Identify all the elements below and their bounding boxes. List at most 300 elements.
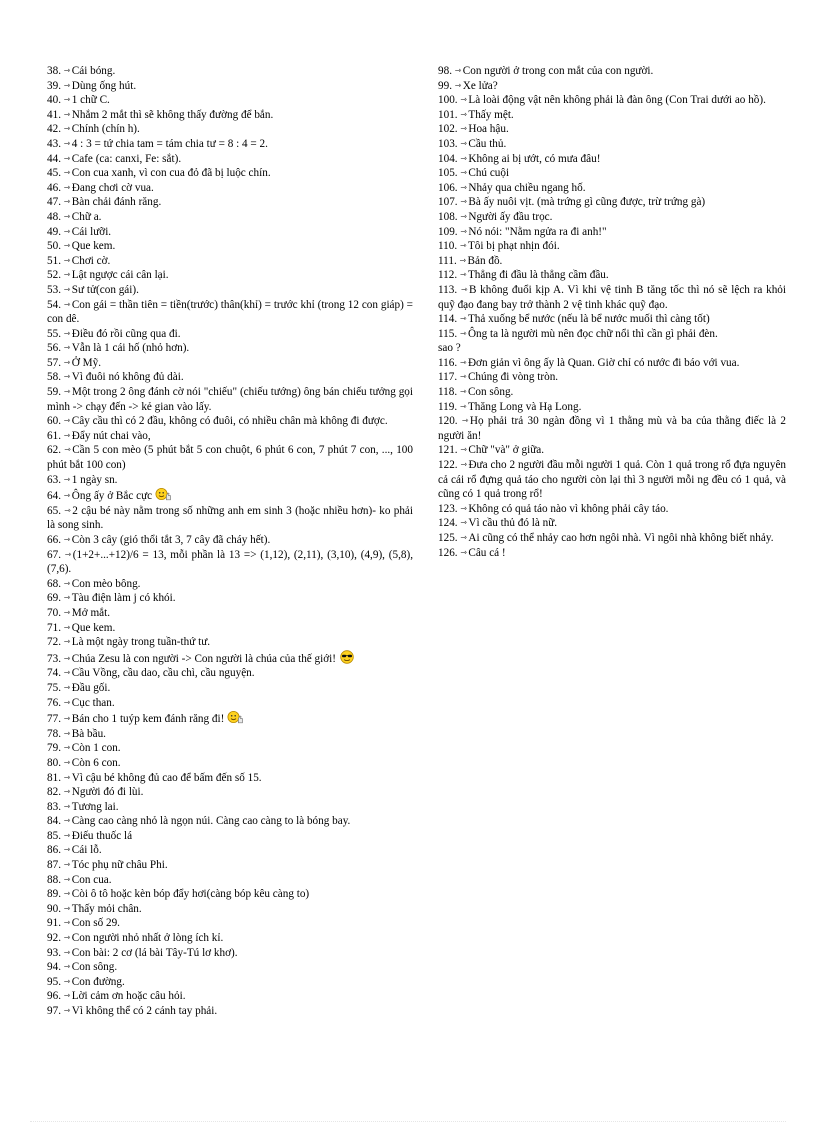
arrow-bullet-icon: ⇾ xyxy=(63,682,71,692)
answer-text: Một trong 2 ông đánh cờ nói "chiếu" (chiếu tướng) ông bán chiếu tưởng gọi mình -> chạy đến -> kẻ gian vào lấy. xyxy=(47,386,413,413)
answer-item xyxy=(47,473,413,488)
answer-item xyxy=(438,531,786,546)
arrow-bullet-icon: ⇾ xyxy=(63,714,71,724)
arrow-bullet-icon: ⇾ xyxy=(63,578,71,588)
answer-text: Con bài: 2 cơ (lá bài Tây-Tú lơ khơ). xyxy=(71,946,238,959)
answer-item xyxy=(438,370,786,385)
arrow-bullet-icon: ⇾ xyxy=(460,226,468,236)
arrow-bullet-icon: ⇾ xyxy=(63,343,71,353)
answer-number: 115. xyxy=(438,327,458,340)
answer-number: 110. xyxy=(438,240,458,253)
arrow-bullet-icon: ⇾ xyxy=(63,182,71,192)
arrow-bullet-icon: ⇾ xyxy=(63,697,71,707)
answer-item xyxy=(47,843,413,858)
answer-text: Tàu điện làm j có khói. xyxy=(71,592,176,605)
answer-item xyxy=(47,741,413,756)
answer-text: Cái lỗ. xyxy=(71,844,102,857)
arrow-bullet-icon: ⇾ xyxy=(63,491,71,501)
answer-number: 119. xyxy=(438,400,458,413)
answer-item xyxy=(438,458,786,502)
arrow-bullet-icon: ⇾ xyxy=(63,918,71,928)
answer-number: 90. xyxy=(47,902,61,915)
answer-item xyxy=(438,502,786,517)
arrow-bullet-icon: ⇾ xyxy=(460,518,468,528)
answer-number: 68. xyxy=(47,577,61,590)
answer-item xyxy=(438,122,786,137)
answer-number: 67. xyxy=(47,548,61,561)
answer-text: Con sông. xyxy=(71,961,118,974)
answer-text: Bán cho 1 tuýp kem đánh răng đi! xyxy=(71,713,225,726)
answer-text: Không ai bị ướt, có mưa đâu! xyxy=(468,152,601,165)
answer-text: Đầu gối. xyxy=(71,681,111,694)
answer-item xyxy=(47,960,413,975)
arrow-bullet-icon: ⇾ xyxy=(63,241,71,251)
arrow-bullet-icon: ⇾ xyxy=(63,743,71,753)
arrow-bullet-icon: ⇾ xyxy=(63,757,71,767)
arrow-bullet-icon: ⇾ xyxy=(460,109,468,119)
answer-number: 92. xyxy=(47,932,61,945)
answer-text: Chữ "và" ở giữa. xyxy=(468,444,545,457)
arrow-bullet-icon: ⇾ xyxy=(63,328,71,338)
answer-item xyxy=(47,873,413,888)
answer-text: Bà ấy nuôi vịt. (mà trứng gì cũng được, trừ trứng gà) xyxy=(468,196,706,209)
arrow-bullet-icon: ⇾ xyxy=(63,622,71,632)
answer-number: 99. xyxy=(438,79,452,92)
answer-text: Con sông. xyxy=(467,386,514,399)
answer-number: 50. xyxy=(47,240,61,253)
answer-number: 65. xyxy=(47,504,61,517)
answer-text: Cây cầu thì có 2 đầu, không có đuôi, có nhiều chân mà không đi được. xyxy=(71,415,388,428)
arrow-bullet-icon: ⇾ xyxy=(460,445,468,455)
answer-number: 124. xyxy=(438,517,458,530)
arrow-bullet-icon: ⇾ xyxy=(63,66,71,75)
answer-item xyxy=(47,785,413,800)
answer-number: 125. xyxy=(438,532,458,544)
answer-text: Đưa cho 2 người đầu mỗi người 1 quả. Còn 1 quả trong rổ đựa nguyên cả cái rổ đựng quả táo cho người còn lại thì 3 người mỗi ng đều có 1 quả, và cũng có 1 quả trong rổ! xyxy=(438,459,787,501)
answer-text: Nó nói: "Nằm ngửa ra đi anh!" xyxy=(468,225,607,238)
answer-text: Cục than. xyxy=(71,696,115,709)
answer-number: 117. xyxy=(438,371,458,384)
answer-item xyxy=(47,370,413,385)
answer-item xyxy=(47,327,413,342)
arrow-bullet-icon: ⇾ xyxy=(460,95,468,105)
answer-number: 100. xyxy=(438,94,458,107)
answer-text: (1+2+...+12)/6 = 13, mỗi phần là 13 => (1,12), (2,11), (3,10), (4,9), (5,8), (7,6). xyxy=(47,548,413,576)
answer-text: Nhảy qua chiều ngang hố. xyxy=(468,181,586,194)
answer-text: Que kem. xyxy=(71,621,116,634)
answer-item xyxy=(47,591,413,606)
arrow-bullet-icon: ⇾ xyxy=(63,270,71,280)
answer-item xyxy=(438,93,786,108)
answer-text: Người đó đi lùi. xyxy=(71,786,144,799)
arrow-bullet-icon: ⇾ xyxy=(459,270,467,280)
answer-item xyxy=(47,385,413,414)
arrow-bullet-icon: ⇾ xyxy=(63,168,71,178)
thumbs-up-smiley-icon xyxy=(227,710,243,724)
arrow-bullet-icon: ⇾ xyxy=(63,947,71,957)
answer-item xyxy=(438,64,786,79)
answer-text: Vì cậu bé không đủ cao để bấm đến số 15. xyxy=(71,771,262,784)
arrow-bullet-icon: ⇾ xyxy=(63,153,71,163)
answer-item xyxy=(47,681,413,696)
arrow-bullet-icon: ⇾ xyxy=(454,66,462,75)
arrow-bullet-icon: ⇾ xyxy=(63,430,71,440)
answer-text: Bàn chải đánh răng. xyxy=(71,196,162,209)
arrow-bullet-icon: ⇾ xyxy=(63,95,71,105)
answer-item xyxy=(47,356,413,371)
page-bottom-border xyxy=(30,1121,786,1122)
answer-text: Que kem. xyxy=(71,240,116,253)
answer-number: 85. xyxy=(47,829,61,842)
answer-text: Nhắm 2 mắt thì sẽ không thấy đường để bắn. xyxy=(71,108,274,121)
arrow-bullet-icon: ⇾ xyxy=(460,182,468,192)
answer-number: 106. xyxy=(438,181,458,194)
answer-text: Chú cuội xyxy=(468,167,510,180)
answer-text: Xe lửa? xyxy=(462,79,498,92)
answer-item xyxy=(47,975,413,990)
arrow-bullet-icon: ⇾ xyxy=(63,801,71,811)
answer-item xyxy=(438,283,786,312)
answer-text: Ở Mỹ. xyxy=(71,356,101,369)
answer-number: 52. xyxy=(47,269,61,282)
answer-item xyxy=(47,283,413,298)
answer-text: Thấy mệt. xyxy=(468,108,514,121)
answer-text: Họ phải trả 30 ngàn đồng vì 1 thằng mù và ba của thằng điếc là 2 người ăn! xyxy=(438,415,787,442)
answer-text: Mở mắt. xyxy=(71,606,111,619)
answer-number: 69. xyxy=(47,592,61,605)
answer-text: Cầu thủ. xyxy=(468,137,507,150)
arrow-bullet-icon: ⇾ xyxy=(460,168,468,178)
answer-text: Con mèo bông. xyxy=(71,577,141,590)
answer-text: 1 chữ C. xyxy=(71,94,110,107)
answer-text: Tóc phụ nữ châu Phi. xyxy=(71,859,168,872)
answer-number: 86. xyxy=(47,844,61,857)
arrow-bullet-icon: ⇾ xyxy=(459,401,467,411)
answer-item xyxy=(47,727,413,742)
answer-text: Cầu Vồng, cầu dao, cầu chì, cầu nguyện. xyxy=(71,667,255,680)
answer-item xyxy=(47,122,413,137)
answer-number: 103. xyxy=(438,137,458,150)
answer-item xyxy=(438,443,786,458)
answer-number: 45. xyxy=(47,167,61,180)
arrow-bullet-icon: ⇾ xyxy=(63,653,71,663)
arrow-bullet-icon: ⇾ xyxy=(63,474,71,484)
answer-number: 54. xyxy=(47,298,61,311)
answer-item xyxy=(47,429,413,444)
answer-item xyxy=(47,79,413,94)
arrow-bullet-icon: ⇾ xyxy=(63,933,71,943)
arrow-bullet-icon: ⇾ xyxy=(459,255,467,265)
answer-item xyxy=(47,166,413,181)
answer-text: Đẩy nút chai vào, xyxy=(71,429,151,442)
answer-item xyxy=(47,137,413,152)
answer-item xyxy=(47,989,413,1004)
arrow-bullet-icon: ⇾ xyxy=(63,816,71,826)
answer-item xyxy=(47,548,413,577)
answer-text: Con đường. xyxy=(71,975,125,988)
answer-item xyxy=(47,696,413,711)
answer-number: 101. xyxy=(438,108,458,121)
answer-number: 76. xyxy=(47,696,61,709)
arrow-bullet-icon: ⇾ xyxy=(63,357,71,367)
answer-text: Sư tử(con gái). xyxy=(71,283,139,296)
arrow-bullet-icon: ⇾ xyxy=(460,138,468,148)
answer-text: Chúa Zesu là con người -> Con người là chúa của thế giới! xyxy=(71,652,337,665)
answer-item xyxy=(438,516,786,531)
answer-item xyxy=(47,650,413,667)
answer-number: 70. xyxy=(47,606,61,619)
arrow-bullet-icon: ⇾ xyxy=(63,962,71,972)
answer-text: Cafe (ca: canxi, Fe: sắt). xyxy=(71,152,182,165)
arrow-bullet-icon: ⇾ xyxy=(63,860,71,870)
answer-item xyxy=(47,771,413,786)
answer-number: 64. xyxy=(47,490,61,503)
arrow-bullet-icon: ⇾ xyxy=(63,607,71,617)
answer-text: Cần 5 con mèo (5 phút bắt 5 con chuột, 6 phút 6 con, 7 phút 7 con, ..., 100 phút bắt 100 con) xyxy=(47,444,413,472)
answer-number: 95. xyxy=(47,975,61,988)
arrow-bullet-icon: ⇾ xyxy=(460,153,468,163)
arrow-bullet-icon: ⇾ xyxy=(63,787,71,797)
answer-text: Con số 29. xyxy=(71,917,120,930)
answer-number: 121. xyxy=(438,444,458,457)
answer-item xyxy=(438,108,786,123)
answer-number: 116. xyxy=(438,356,458,369)
answer-number: 53. xyxy=(47,283,61,296)
answer-number: 113. xyxy=(438,283,458,296)
arrow-bullet-icon: ⇾ xyxy=(63,668,71,678)
answer-item xyxy=(438,210,786,225)
answer-item xyxy=(47,1004,413,1019)
answer-item xyxy=(47,152,413,167)
arrow-bullet-icon: ⇾ xyxy=(460,197,468,207)
answer-number: 107. xyxy=(438,196,458,209)
answer-number: 98. xyxy=(438,65,452,77)
answer-number: 123. xyxy=(438,502,458,515)
arrow-bullet-icon: ⇾ xyxy=(460,503,468,513)
answer-number: 51. xyxy=(47,254,61,267)
answer-item xyxy=(47,800,413,815)
answer-item xyxy=(438,400,786,415)
answer-number: 77. xyxy=(47,713,61,726)
arrow-bullet-icon: ⇾ xyxy=(63,387,71,397)
arrow-bullet-icon: ⇾ xyxy=(63,416,71,426)
arrow-bullet-icon: ⇾ xyxy=(63,593,71,603)
answer-item xyxy=(438,79,786,94)
answer-item xyxy=(47,666,413,681)
answer-number: 83. xyxy=(47,800,61,813)
answer-number: 112. xyxy=(438,269,458,282)
answer-number: 84. xyxy=(47,815,61,828)
answer-number: 105. xyxy=(438,167,458,180)
arrow-bullet-icon: ⇾ xyxy=(63,772,71,782)
arrow-bullet-icon: ⇾ xyxy=(63,299,71,309)
answer-text: Cái lưỡi. xyxy=(71,225,112,238)
arrow-bullet-icon: ⇾ xyxy=(63,255,71,265)
answer-number: 62. xyxy=(47,444,61,457)
answer-continuation: sao ? xyxy=(438,342,461,355)
answer-text: 1 ngày sn. xyxy=(71,473,118,486)
answer-number: 88. xyxy=(47,873,61,886)
answer-item xyxy=(47,93,413,108)
answer-text: Thăng Long và Hạ Long. xyxy=(467,400,582,413)
answer-number: 111. xyxy=(438,254,457,267)
answer-number: 75. xyxy=(47,681,61,694)
answer-text: Hoa hậu. xyxy=(468,123,509,136)
answer-number: 73. xyxy=(47,652,61,665)
answer-text: Chơi cờ. xyxy=(71,254,111,267)
answer-number: 61. xyxy=(47,429,61,442)
answer-number: 46. xyxy=(47,181,61,194)
answer-item xyxy=(438,152,786,167)
answer-number: 66. xyxy=(47,534,61,546)
answer-item xyxy=(47,210,413,225)
arrow-bullet-icon: ⇾ xyxy=(63,991,71,1001)
answer-text: Vẫn là 1 cái hố (nhỏ hơn). xyxy=(71,342,190,355)
answer-text: Lời cảm ơn hoặc câu hỏi. xyxy=(71,990,186,1003)
answer-item xyxy=(47,64,413,79)
arrow-bullet-icon: ⇾ xyxy=(63,830,71,840)
arrow-bullet-icon: ⇾ xyxy=(63,903,71,913)
answer-item xyxy=(47,414,413,429)
answer-number: 58. xyxy=(47,371,61,384)
answer-text: Còn 6 con. xyxy=(71,756,121,769)
arrow-bullet-icon: ⇾ xyxy=(64,505,71,515)
answer-text: Là một ngày trong tuần-thứ tư. xyxy=(71,636,211,649)
answer-text: Còn 3 cây (gió thổi tắt 3, 7 cây đã cháy hết). xyxy=(71,534,271,546)
answer-item xyxy=(47,254,413,269)
arrow-bullet-icon: ⇾ xyxy=(454,80,462,90)
answer-item xyxy=(47,621,413,636)
answer-number: 74. xyxy=(47,667,61,680)
answer-item xyxy=(47,195,413,210)
arrow-bullet-icon: ⇾ xyxy=(63,976,71,986)
answer-text: Thả xuống bể nước (nếu là bể nước muối thì càng tốt) xyxy=(467,313,710,326)
arrow-bullet-icon: ⇾ xyxy=(63,284,71,294)
answer-text: Con cua xanh, vì con cua đỏ đã bị luộc chín. xyxy=(71,167,271,180)
arrow-bullet-icon: ⇾ xyxy=(63,845,71,855)
answer-item xyxy=(438,239,786,254)
arrow-bullet-icon: ⇾ xyxy=(63,211,71,221)
answer-text: Là loài động vật nên không phải là đàn ông (Con Trai dưới ao hồ). xyxy=(468,94,766,107)
answer-number: 91. xyxy=(47,917,61,930)
answer-item xyxy=(438,546,786,561)
answer-item xyxy=(47,710,413,727)
answer-text: Vì cầu thủ đó là nữ. xyxy=(468,517,558,530)
answer-item xyxy=(47,533,413,548)
answer-number: 48. xyxy=(47,210,61,223)
answer-text: Vì không thể có 2 cánh tay phải. xyxy=(71,1005,218,1017)
answer-number: 43. xyxy=(47,137,61,150)
answer-number: 44. xyxy=(47,152,61,165)
answer-text: Con người nhỏ nhất ở lòng ích kỉ. xyxy=(71,932,224,945)
arrow-bullet-icon: ⇾ xyxy=(459,328,467,338)
answer-text: Vì đuôi nó không đủ dài. xyxy=(71,371,184,384)
answer-item xyxy=(47,225,413,240)
sunglasses-smiley-icon xyxy=(339,650,355,664)
answer-number: 80. xyxy=(47,756,61,769)
answer-item xyxy=(438,414,786,443)
arrow-bullet-icon: ⇾ xyxy=(63,80,71,90)
arrow-bullet-icon: ⇾ xyxy=(460,547,468,557)
arrow-bullet-icon: ⇾ xyxy=(460,460,468,470)
answer-item xyxy=(47,635,413,650)
arrow-bullet-icon: ⇾ xyxy=(64,445,71,455)
answer-number: 93. xyxy=(47,946,61,959)
answer-number: 78. xyxy=(47,727,61,740)
arrow-bullet-icon: ⇾ xyxy=(63,372,71,382)
answer-number: 109. xyxy=(438,225,458,238)
answer-text: Còn 1 con. xyxy=(71,742,121,755)
arrow-bullet-icon: ⇾ xyxy=(63,637,71,647)
answer-text: Đơn giản vì ông ấy là Quan. Giờ chỉ có nước đi báo với vua. xyxy=(467,356,740,369)
answer-number: 40. xyxy=(47,94,61,107)
answer-item xyxy=(438,137,786,152)
arrow-bullet-icon: ⇾ xyxy=(460,533,468,542)
answer-number: 96. xyxy=(47,990,61,1003)
arrow-bullet-icon: ⇾ xyxy=(459,357,467,367)
arrow-bullet-icon: ⇾ xyxy=(63,874,71,884)
answer-item xyxy=(47,487,413,504)
answer-number: 63. xyxy=(47,473,61,486)
answer-item xyxy=(47,108,413,123)
answer-number: 94. xyxy=(47,961,61,974)
answer-item xyxy=(47,606,413,621)
arrow-bullet-icon: ⇾ xyxy=(63,226,71,236)
answer-text: Tôi bị phạt nhịn đói. xyxy=(467,240,560,253)
answer-text: 2 cậu bé này nằm trong số những anh em sinh 3 (hoặc nhiều hơn)- ko phải là song sinh. xyxy=(47,504,413,532)
arrow-bullet-icon: ⇾ xyxy=(63,138,71,148)
answer-text: Bản đồ. xyxy=(467,254,503,267)
answer-text: Còi ô tô hoặc kèn bóp đẩy hơi(càng bóp kêu càng to) xyxy=(71,888,310,901)
answer-text: Người ấy đầu trọc. xyxy=(468,210,553,223)
arrow-bullet-icon: ⇾ xyxy=(460,211,468,221)
answer-number: 59. xyxy=(47,386,61,399)
answer-text: Chữ a. xyxy=(71,210,102,223)
answer-item xyxy=(47,916,413,931)
answer-number: 55. xyxy=(47,327,61,340)
answer-number: 126. xyxy=(438,546,458,559)
arrow-bullet-icon: ⇾ xyxy=(63,197,71,207)
answer-text: 4 : 3 = tứ chia tam = tám chia tư = 8 : 4 = 2. xyxy=(71,137,268,150)
arrow-bullet-icon: ⇾ xyxy=(461,416,469,426)
answer-text: Chúng đi vòng tròn. xyxy=(467,371,559,384)
answer-item xyxy=(438,385,786,400)
answer-number: 60. xyxy=(47,415,61,428)
answer-number: 97. xyxy=(47,1005,61,1017)
answer-item xyxy=(47,577,413,592)
answer-number: 38. xyxy=(47,65,61,77)
answer-item xyxy=(47,931,413,946)
answer-item xyxy=(438,181,786,196)
answer-text: Lật ngược cái cân lại. xyxy=(71,269,169,282)
answer-number: 39. xyxy=(47,79,61,92)
answer-item xyxy=(47,814,413,829)
arrow-bullet-icon: ⇾ xyxy=(63,124,71,134)
answer-number: 89. xyxy=(47,888,61,901)
answer-number: 79. xyxy=(47,742,61,755)
thumbs-up-smiley-icon xyxy=(155,487,171,501)
answer-number: 81. xyxy=(47,771,61,784)
arrow-bullet-icon: ⇾ xyxy=(459,241,467,251)
arrow-bullet-icon: ⇾ xyxy=(63,889,71,899)
arrow-bullet-icon: ⇾ xyxy=(459,372,467,382)
arrow-bullet-icon: ⇾ xyxy=(459,387,467,397)
answer-number: 47. xyxy=(47,196,61,209)
arrow-bullet-icon: ⇾ xyxy=(459,314,467,324)
answer-text: Con người ở trong con mắt của con người. xyxy=(462,65,654,77)
answer-item xyxy=(438,225,786,240)
arrow-bullet-icon: ⇾ xyxy=(460,124,468,134)
